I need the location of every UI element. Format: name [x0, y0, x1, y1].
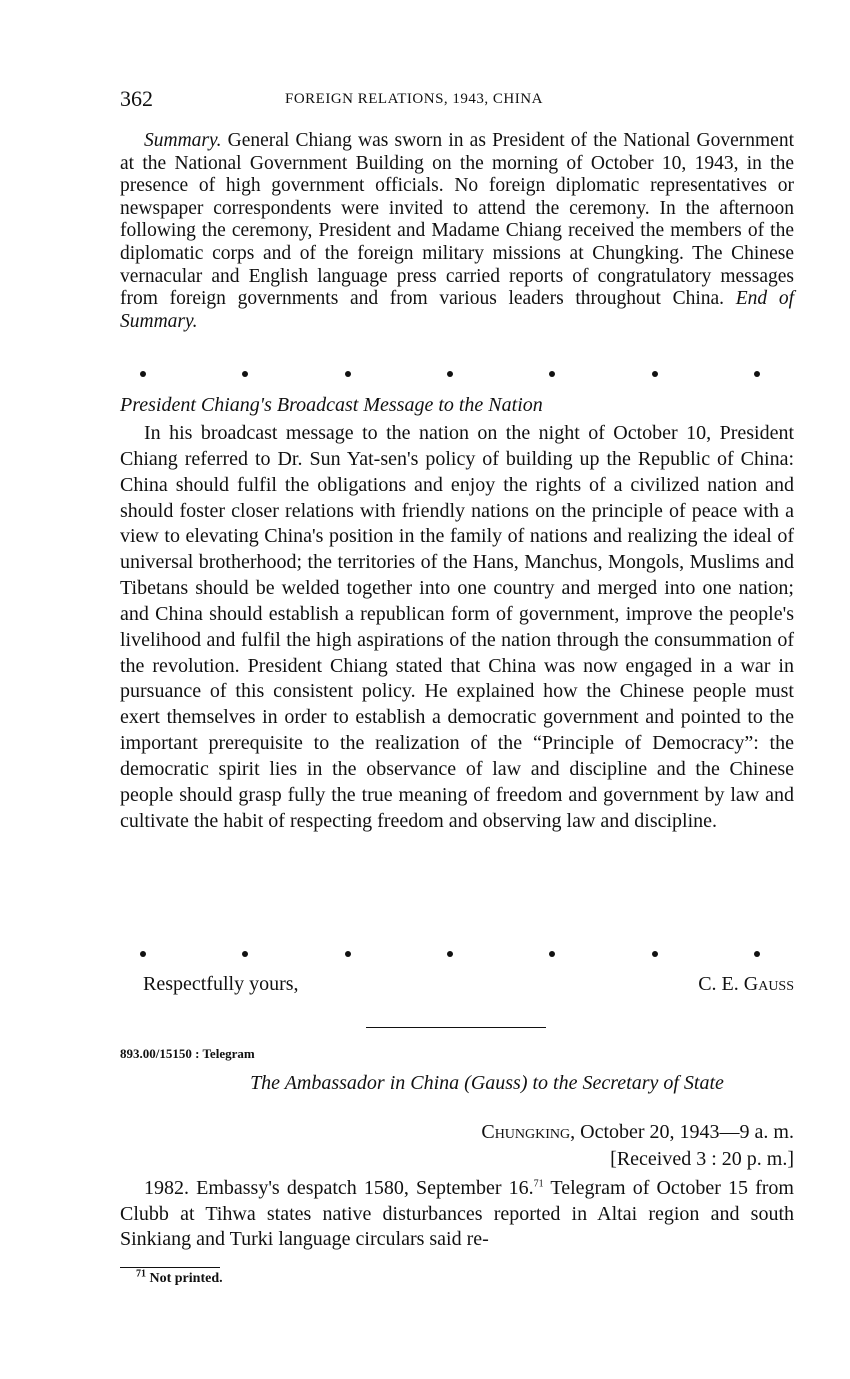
running-title: FOREIGN RELATIONS, 1943, CHINA	[285, 91, 543, 107]
telegram-body-rest: Telegram of October 15 from Clubb at Tihwa states native disturbances reported in Altai region and south Sinkiang and Turki language circulars said re-	[120, 1177, 794, 1250]
ellipsis-row-1	[140, 371, 760, 377]
end-of-summary-label: End of Summary.	[120, 288, 794, 332]
document-title: The Ambassador in China (Gauss) to the Secretary of State	[250, 1072, 724, 1094]
summary-text: General Chiang was sworn in as President of the National Government at the National Government Building on the morning of October 10, 1943, in the presence of high government officials. No foreign diplomatic representatives or newspaper correspondents were invited to attend the ceremony. In the afternoon following the ceremony, President and Madame Chiang received the members of the diplomatic corps and of the foreign military missions at Chungking. The Chinese vernacular and English language press carried reports of congratulatory messages from foreign governments and from various leaders throughout China.	[120, 130, 794, 310]
dateline	[481, 1121, 794, 1144]
dateline-place: Chungking	[481, 1121, 571, 1143]
salutation: Respectfully yours,	[143, 973, 299, 995]
ellipsis-row-2	[140, 951, 760, 957]
dateline-date: , October 20, 1943—9 a. m.	[570, 1121, 794, 1143]
footnote-marker: 71	[136, 1268, 146, 1280]
page-header	[120, 86, 794, 114]
telegram-body-start: 1982. Embassy's despatch 1580, September 16.	[144, 1177, 534, 1199]
broadcast-paragraph: In his broadcast message to the nation on the night of October 10, President Chiang referred to Dr. Sun Yat-sen's policy of building up the Republic of China: China should fulfil the obligations and enjoy the rights of a civilized nation and should foster closer relations with friendly nations on the principle of peace with a view to elevating China's position in the family of nations and realizing the ideal of universal brotherhood; the territories of the Hans, Manchus, Mongols, Muslims and Tibetans should be welded together into one country and merged into one nation; and China should establish a republican form of government, improve the people's livelihood and fulfil the high aspirations of the nation through the consummation of the revolution. President Chiang stated that China was now engaged in a war in pursuance of this consistent policy. He explained how the Chinese people must exert themselves in order to establish a democratic government and pointed to the important prerequisite to the realization of the “Principle of Democracy”: the democratic spirit lies in the observance of law and discipline and the Chinese people should grasp fully the true meaning of freedom and government by law and cultivate the habit of respecting freedom and observing law and discipline.	[120, 422, 794, 832]
file-number: 893.00/15150 : Telegram	[120, 1046, 255, 1061]
footnote-rule	[120, 1267, 220, 1268]
section-divider	[366, 1027, 546, 1028]
received-line: [Received 3 : 20 p. m.]	[610, 1148, 794, 1170]
footnote-reference: 71	[533, 1178, 544, 1190]
summary-label: Summary.	[144, 130, 222, 151]
signature: C. E. Gauss	[698, 973, 794, 995]
footnote-text: Not printed.	[146, 1271, 223, 1286]
summary-paragraph	[120, 130, 794, 333]
section-heading: President Chiang's Broadcast Message to the Nation	[120, 394, 543, 416]
telegram-body	[120, 1176, 794, 1253]
page-number: 362	[120, 86, 153, 111]
footnote	[136, 1268, 223, 1287]
